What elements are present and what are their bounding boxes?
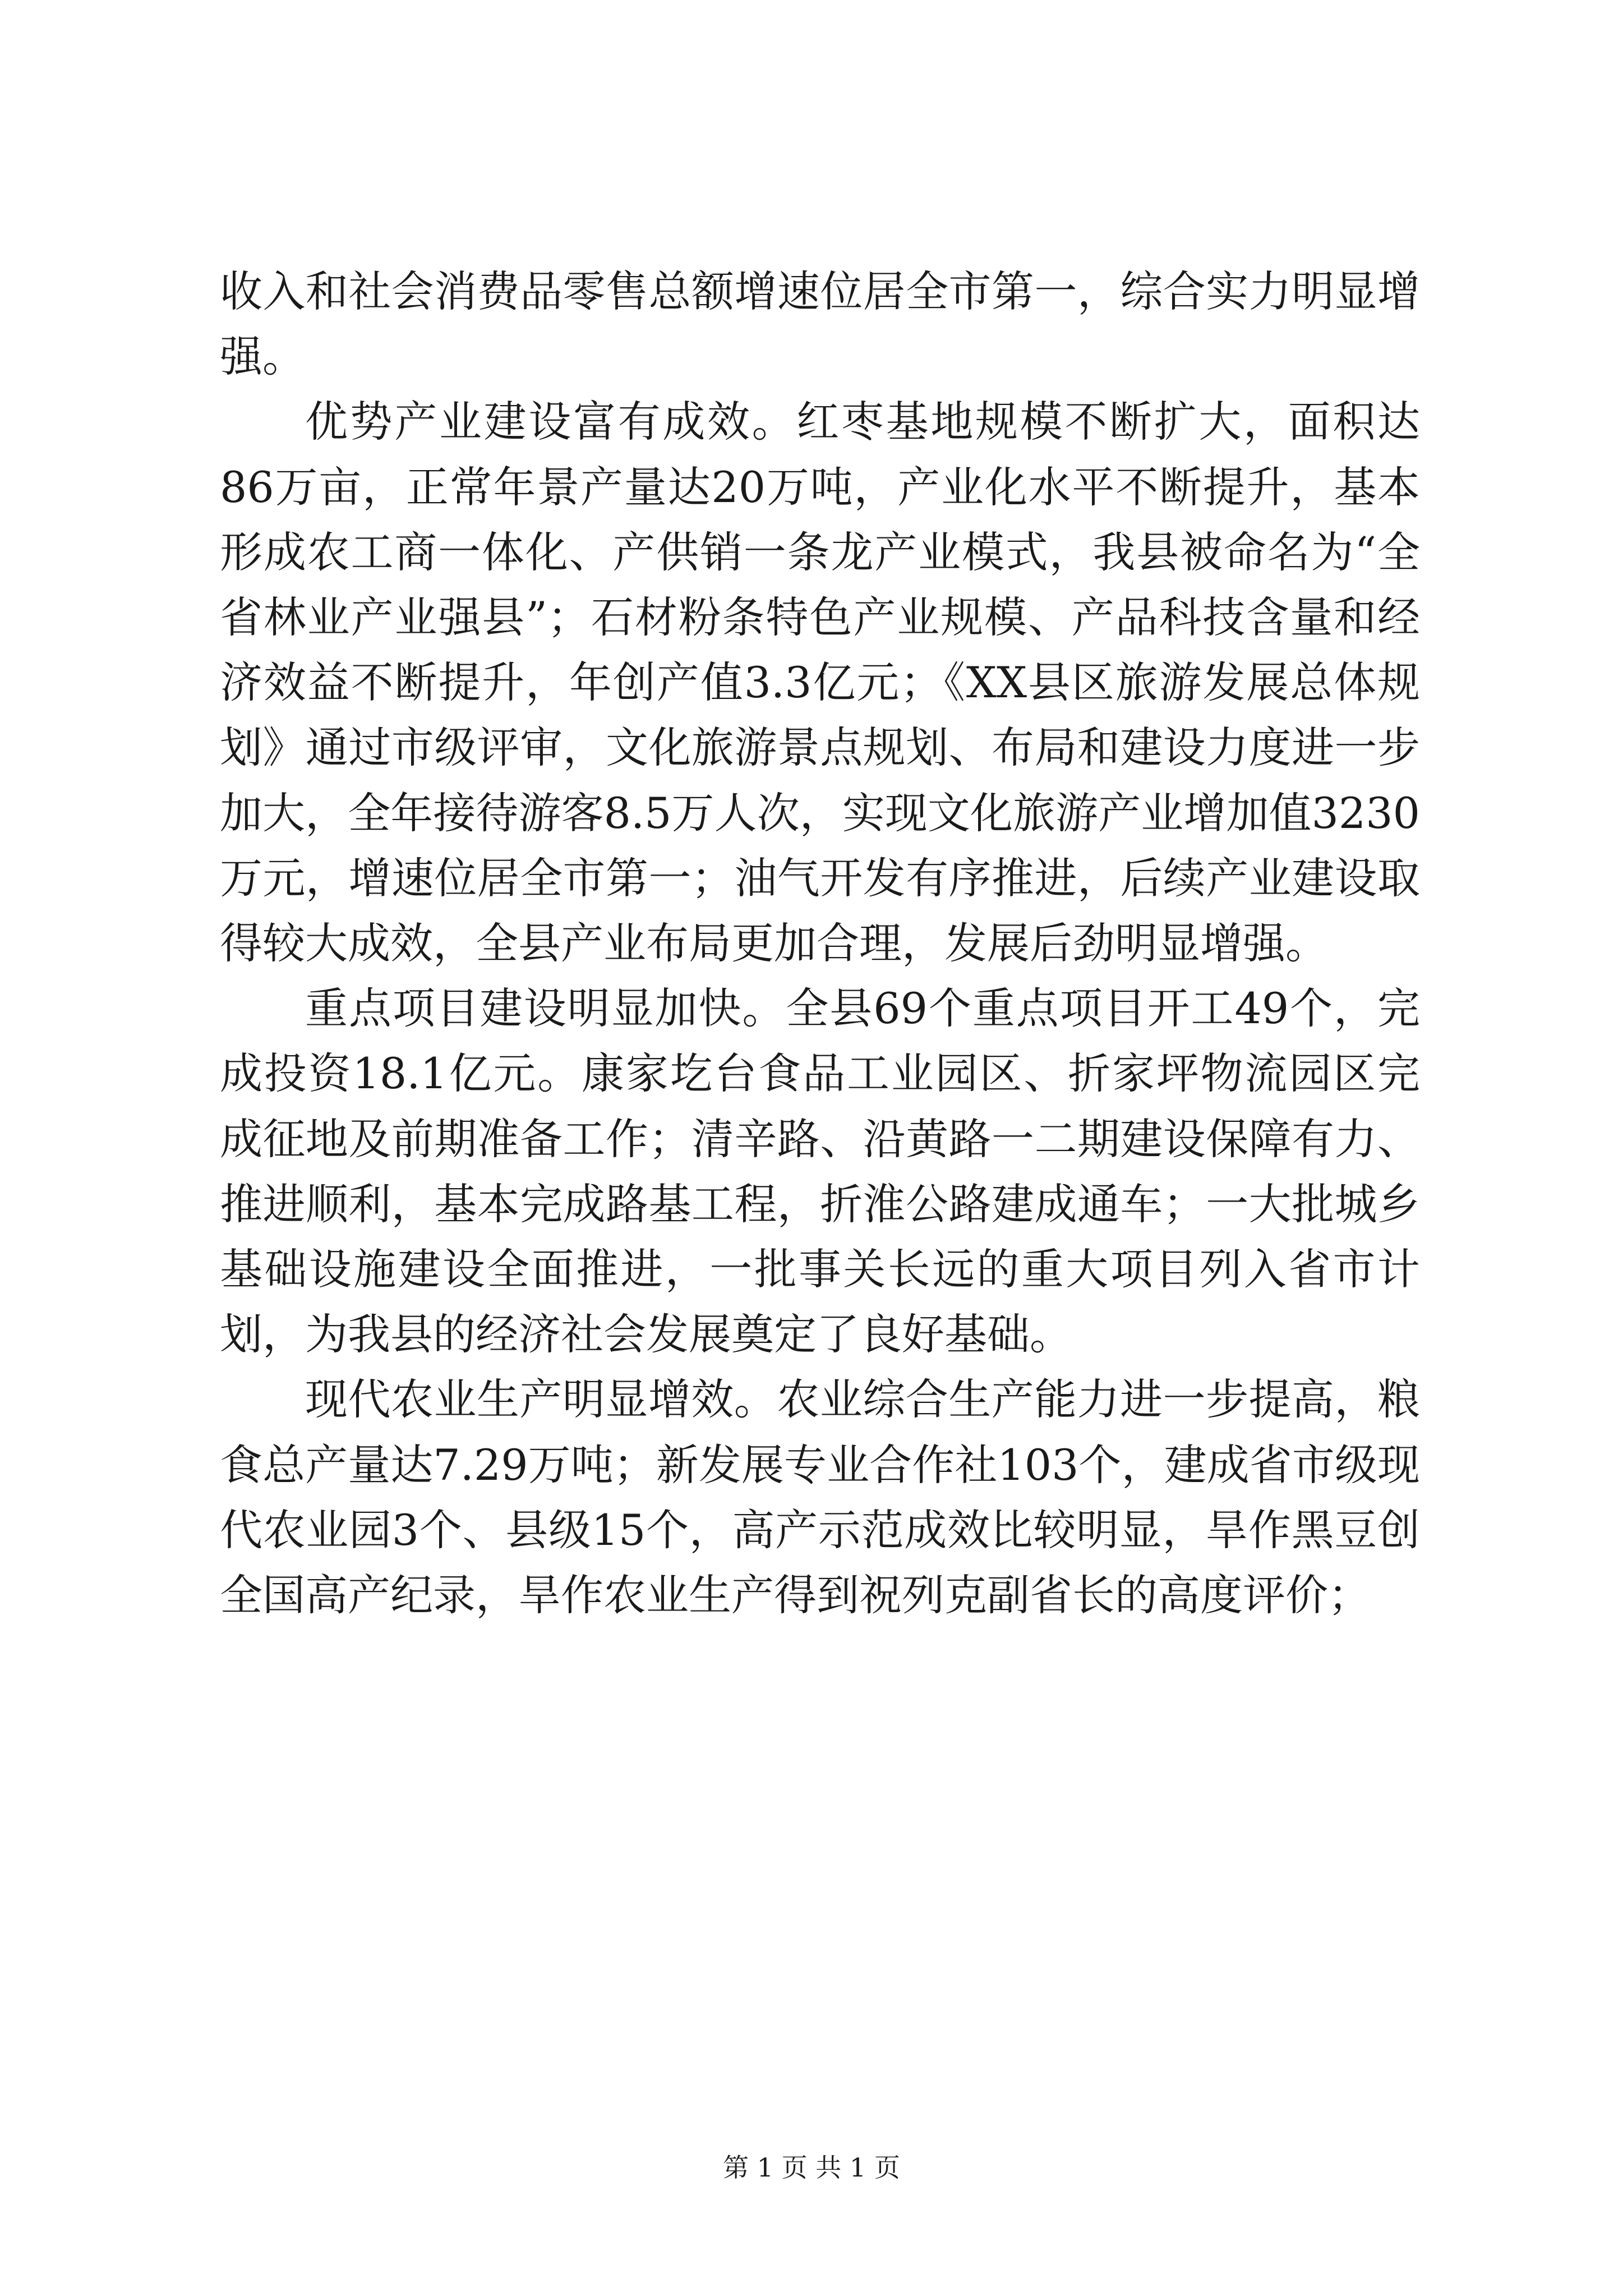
paragraph-2: 优势产业建设富有成效。红枣基地规模不断扩大，面积达86万亩，正常年景产量达20万吨，产业化水平不断提升，基本形成农工商一体化、产供销一条龙产业模式，我县被命名为“全省林业产业强县”；石材粉条特色产业规模、产品科技含量和经济效益不断提升，年创产值3.3亿元；《XX县区旅游发展总体规划》通过市级评审，文化旅游景点规划、布局和建设力度进一步加大，全年接待游客8.5万人次，实现文化旅游产业增加值3230万元，增速位居全市第一；油气开发有序推进，后续产业建设取得较大成效，全县产业布局更加合理，发展后劲明显增强。: [220, 397, 1420, 969]
paragraph-1: 收入和社会消费品零售总额增速位居全市第一，综合实力明显增强。: [220, 266, 1420, 382]
paragraph-3: 重点项目建设明显加快。全县69个重点项目开工49个，完成投资18.1亿元。康家圪台食品工业园区、折家坪物流园区完成征地及前期准备工作；清辛路、沿黄路一二期建设保障有力、推进顺利，基本完成路基工程，折淮公路建成通车；一大批城乡基础设施建设全面推进，一批事关长远的重大项目列入省市计划，为我县的经济社会发展奠定了良好基础。: [220, 983, 1420, 1360]
paragraph-4: 现代农业生产明显增效。农业综合生产能力进一步提高，粮食总产量达7.29万吨；新发展专业合作社103个，建成省市级现代农业园3个、县级15个，高产示范成效比较明显，旱作黑豆创全国高产纪录，旱作农业生产得到祝列克副省长的高度评价；: [220, 1374, 1420, 1621]
document-body: [220, 259, 1420, 1628]
page-footer: 第 1 页 共 1 页: [723, 2152, 900, 2183]
